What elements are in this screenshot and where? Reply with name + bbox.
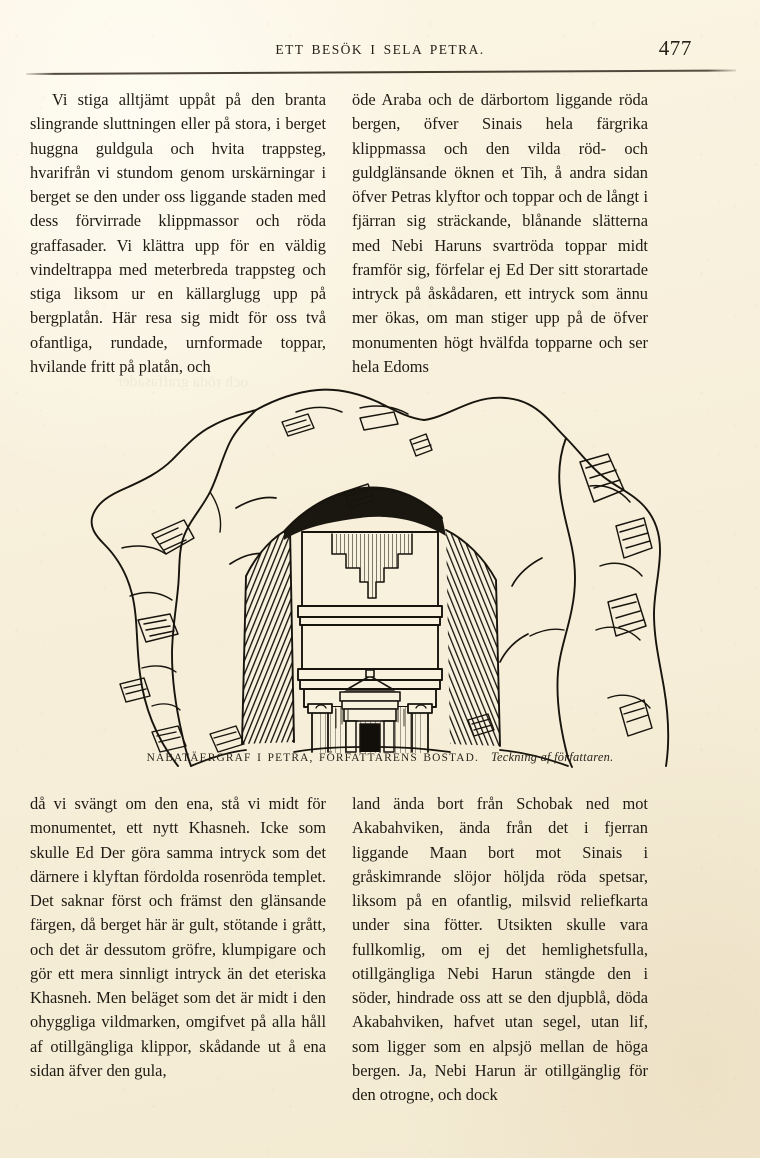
- gorge-shadow-wall-left: [242, 528, 294, 744]
- running-header: [0, 36, 760, 68]
- paragraph-text: Vi stiga alltjämt uppåt på den branta slingrande sluttningen eller på stora, i berget huggna guldgula och hvita trappsteg, hvarifrån vi stundom genom urskärningar i berget se den under oss liggande staden med dess förvirrade klippmassor och röda graffasader. Vi klättra upp för en väldig vindeltrappa med meterbreda trappsteg och stiga liksom ur en källarglugg upp på bergplatån. Här resa sig midt för oss två ofantliga, rundade, urnformade toppar, hvilande fritt på platån, och: [30, 90, 326, 376]
- running-head-title: ETT BESÖK I SELA PETRA.: [275, 42, 485, 57]
- rock-facet-right-lower: [608, 594, 646, 636]
- tomb-drawing-svg: [60, 368, 700, 768]
- rock-outcrop-left: [92, 410, 256, 766]
- facade-cornice-upper: [298, 606, 442, 625]
- illustration-nabataean-tomb: [60, 368, 700, 768]
- caption-title: NABATÄERGRAF I PETRA, FÖRFATTARENS BOSTAD.: [146, 752, 479, 764]
- paragraph-text: land ända bort från Schobak ned mot Akabahviken, ända från det i fjerran liggande Maan bort mot Sinais i gråskimrande slöjor höljda röda spetsar, liksom på en ofantlig, milsvid reliefkarta under sina fötter. Utsikten skulle vara fullkomlig, om ej det hemlighetsfulla, otillgängliga Nebi Harun stängde den i söder, hindrade oss att se den djupblå, döda Akabahviken, hafvet utan segel, utan lif, som ligger som en alpsjö mellan de höga bergen. Ja, Nebi Harun är otillgänglig för den otrogne, och dock: [352, 794, 648, 1104]
- paragraph-text: öde Araba och de därbortom liggande röda bergen, öfver Sinais hela färgrika klippmassa och den vilda röd- och guldglänsande öknen et Tih, å andra sidan öfver Petras klyftor och toppar och de långt i fjärran sig sträckande, blånande slätterna med Nebi Haruns svartröda toppar midt framför sig, förfelar ej Ed Der sitt storartade intryck på åskådaren, ett intryck som ännu mer ökas, om man stiger upp på de öfver monumenten högt hvälfda topparne och ser hela Edoms: [352, 90, 648, 376]
- body-column-bottom-left: [30, 792, 326, 1083]
- rock-outcrop-right: [557, 438, 668, 767]
- body-column-top-left: [30, 88, 326, 379]
- inner-temple-doorway: [360, 724, 380, 752]
- caption-credit: Teckning af författaren.: [490, 750, 614, 764]
- body-column-bottom-right: [352, 792, 648, 1107]
- paragraph-text: då vi svängt om den ena, stå vi midt för monumentet, ett nytt Khasneh. Icke som skulle Ed Der göra samma intryck som det därnere i klyftan fördolda rosenröda templet. Det saknar först och främst den glänsande färgen, då berget här är gult, stötande i grått, och det är dessutom gröfre, klumpigare och gör ett mera sinnligt intryck än det eteriska Khasneh. Men beläget som det är midt i den ohyggliga vildmarken, omgifvet på alla håll af otillgängliga klippor, skådande ut å ena sidan äfver den gula,: [30, 794, 326, 1080]
- facade-frieze: [302, 625, 438, 669]
- rock-facet-right-mid: [616, 518, 652, 558]
- rock-outcrop-top: [256, 390, 566, 456]
- rock-facet-left-upper: [152, 520, 194, 554]
- header-rule: [26, 70, 736, 75]
- body-column-top-right: [352, 88, 648, 379]
- rock-ledge-right: [500, 558, 564, 662]
- reverse-side-showthrough: och röda graffasader: [116, 372, 249, 391]
- inner-temple-entablature: [340, 692, 400, 721]
- gorge-shadow-wall-right: [446, 530, 500, 746]
- figure-caption: [30, 750, 730, 765]
- page-number: 477: [658, 36, 692, 60]
